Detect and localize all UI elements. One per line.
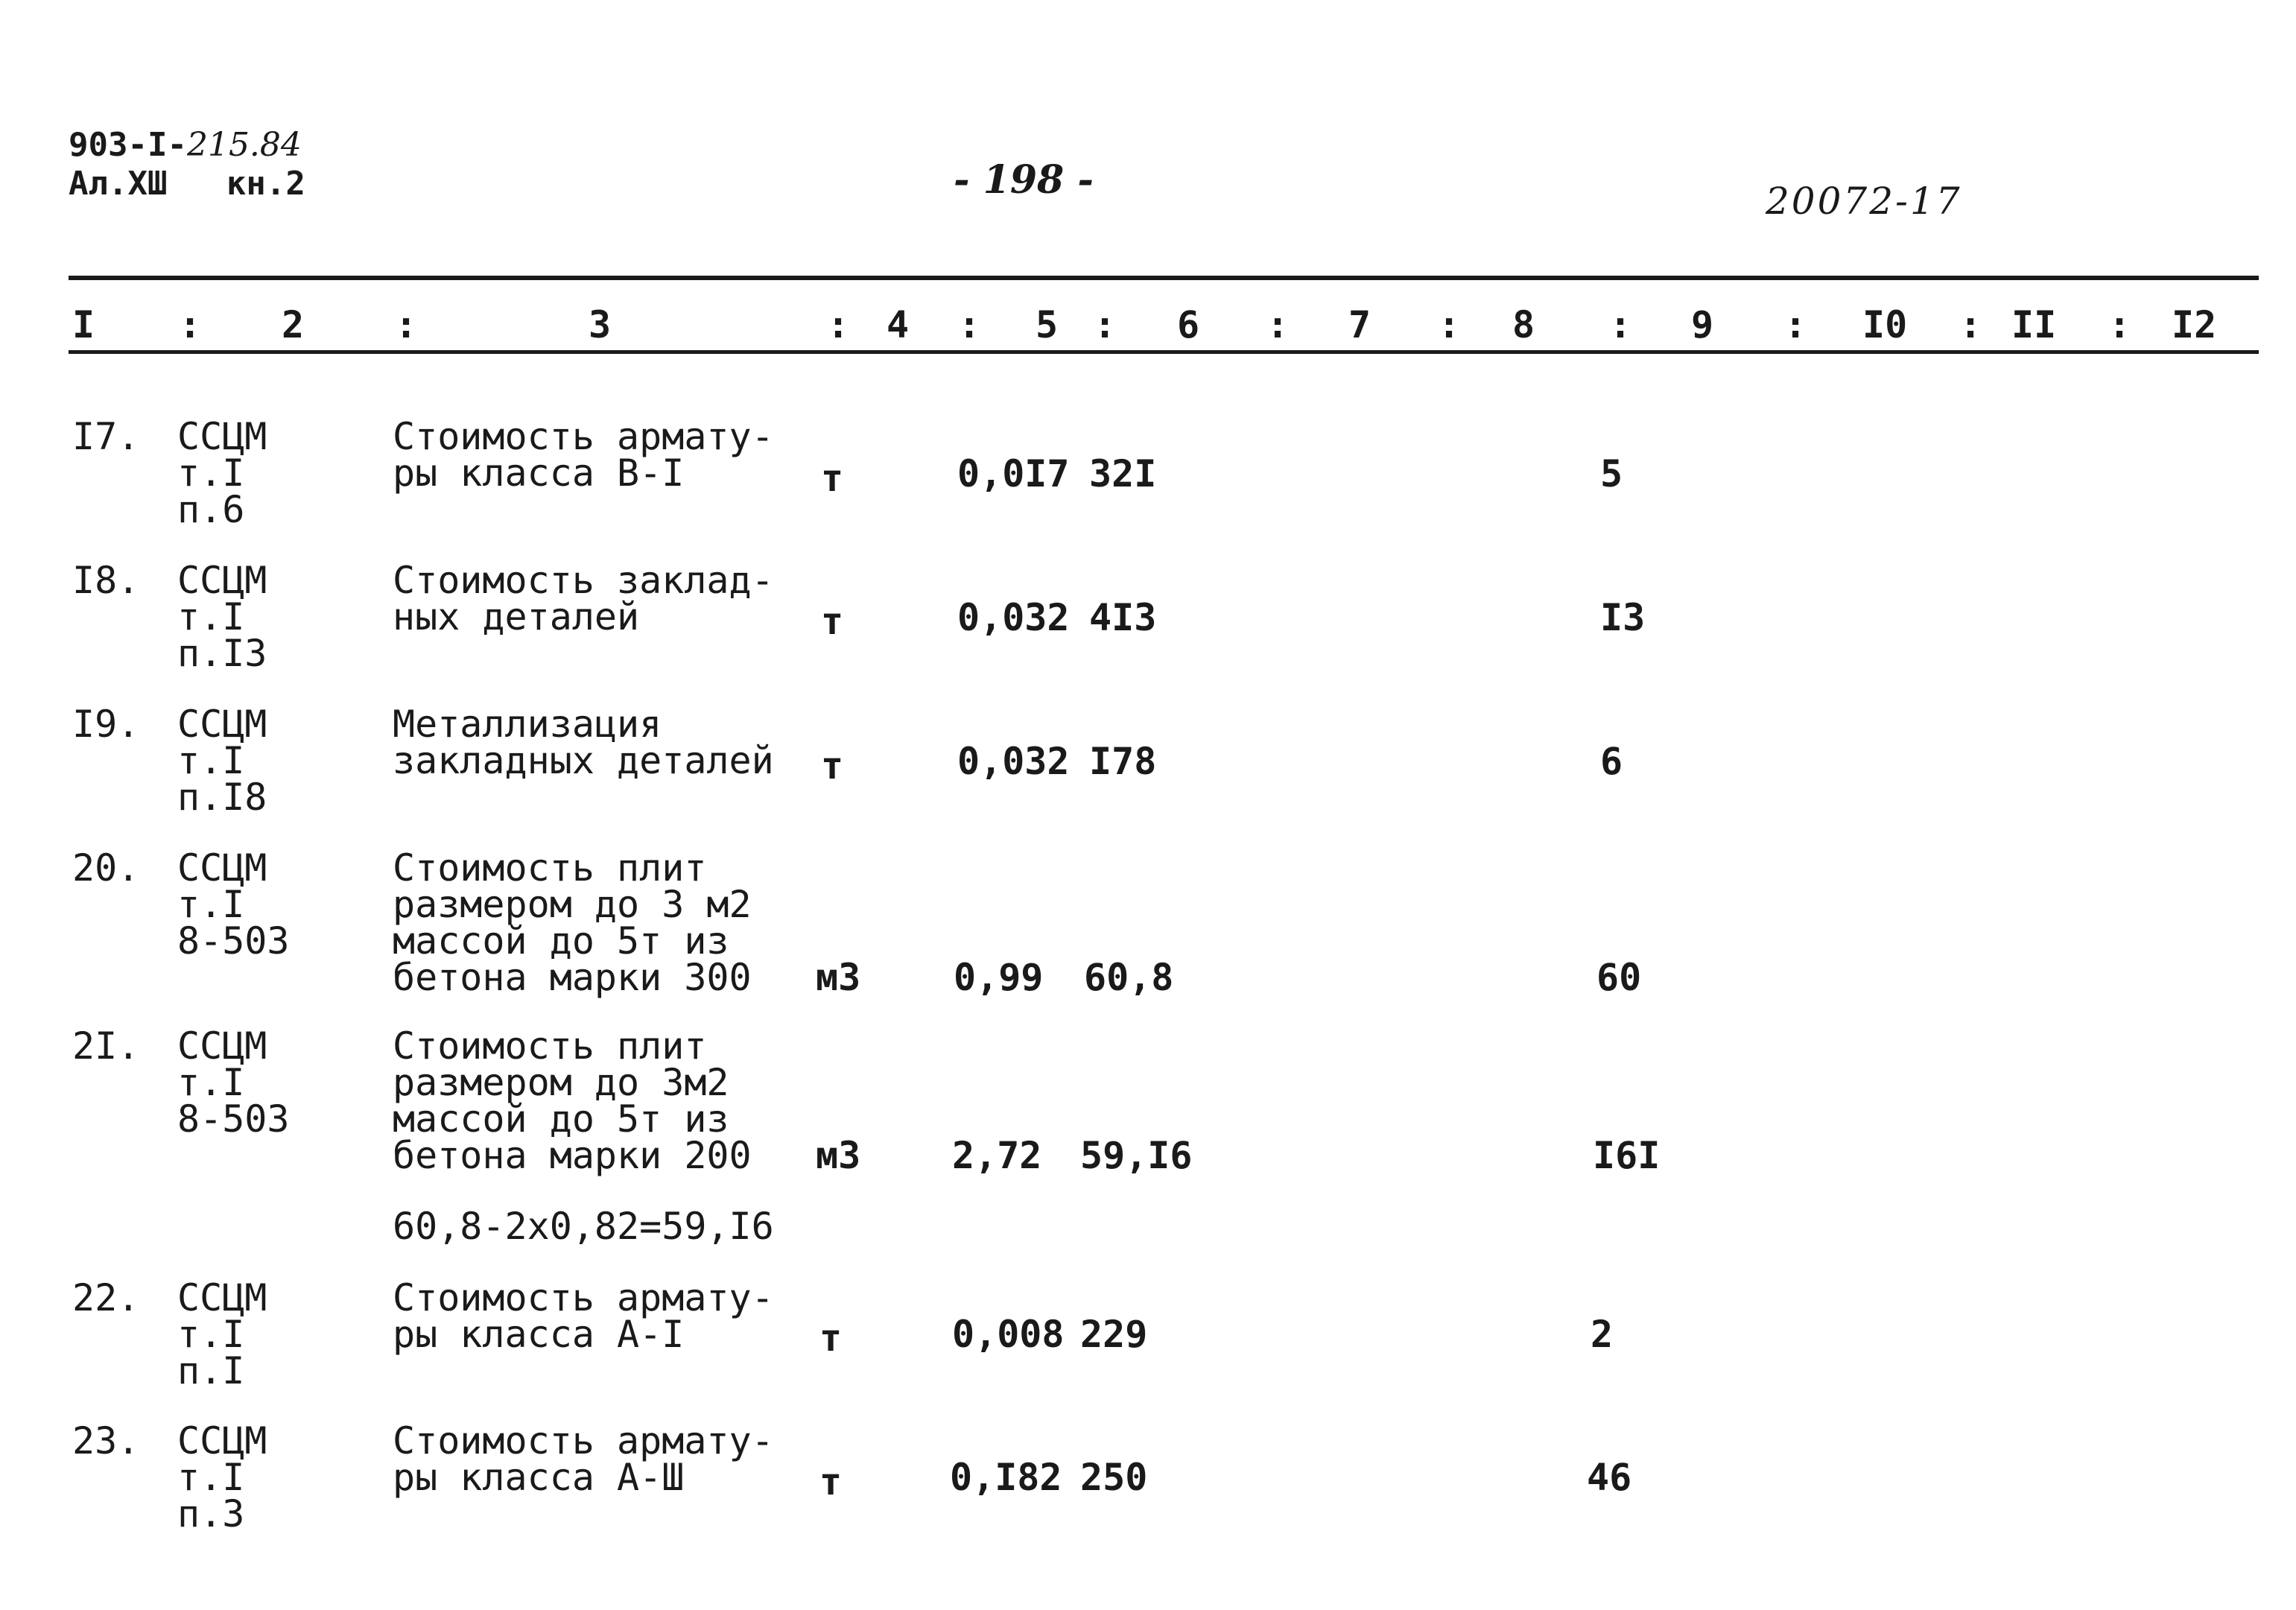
description-line: закладных деталей <box>393 739 774 782</box>
reference-item: 8-503 <box>177 919 290 963</box>
column-separator: : <box>827 303 850 346</box>
description-line: размером до 3 м2 <box>393 883 752 926</box>
table-top-rule <box>69 276 2259 280</box>
stamp-number: 20072-17 <box>1766 180 1962 223</box>
description-line: Стоимость плит <box>393 1024 707 1068</box>
reference-item: п.6 <box>177 488 245 531</box>
price-cell: 229 <box>1080 1313 1148 1356</box>
description-line: Стоимость заклад- <box>393 559 774 602</box>
total-cell: 2 <box>1591 1313 1614 1356</box>
unit-cell: т <box>821 600 844 643</box>
reference-item: 8-503 <box>177 1097 290 1141</box>
document-code-printed: 903-I- <box>69 126 187 164</box>
description-line: размером до 3м2 <box>393 1061 729 1104</box>
row-number: I8. <box>72 559 140 602</box>
row-number: I9. <box>72 703 140 746</box>
column-separator: : <box>179 303 202 346</box>
description-line: Металлизация <box>393 703 662 746</box>
column-separator: : <box>1784 303 1807 346</box>
description-line: Стоимость плит <box>393 846 707 890</box>
album-line: Ал.XШ кн.2 <box>69 165 305 203</box>
reference-table: т.I <box>177 1061 245 1104</box>
description-line: массой до 5т из <box>393 1097 729 1141</box>
column-number: 2 <box>282 303 305 346</box>
column-separator: : <box>1438 303 1461 346</box>
document-code-handwritten: 215.84 <box>186 126 302 164</box>
column-number: 7 <box>1348 303 1371 346</box>
column-number: 3 <box>589 303 612 346</box>
quantity-cell: 2,72 <box>952 1134 1042 1177</box>
total-cell: 6 <box>1600 740 1623 783</box>
quantity-cell: 0,0I7 <box>957 452 1070 495</box>
total-cell: 5 <box>1600 452 1623 495</box>
price-cell: 60,8 <box>1084 956 1174 999</box>
quantity-cell: 0,99 <box>954 956 1044 999</box>
reference-code: ССЦМ <box>177 559 267 602</box>
column-number: 9 <box>1691 303 1714 346</box>
total-cell: I6I <box>1593 1134 1661 1177</box>
description-line: Стоимость армату- <box>393 415 774 458</box>
quantity-cell: 0,032 <box>957 596 1070 639</box>
quantity-cell: 0,032 <box>957 740 1070 783</box>
price-cell: 250 <box>1080 1456 1148 1499</box>
price-cell: 32I <box>1089 452 1157 495</box>
price-cell: I78 <box>1089 740 1157 783</box>
reference-code: ССЦМ <box>177 703 267 746</box>
total-cell: 46 <box>1587 1456 1632 1499</box>
reference-table: т.I <box>177 1456 245 1499</box>
quantity-cell: 0,I82 <box>950 1456 1062 1499</box>
column-separator: : <box>1094 303 1117 346</box>
reference-code: ССЦМ <box>177 415 267 458</box>
description-line: ры класса А-Ш <box>393 1456 685 1499</box>
quantity-cell: 0,008 <box>952 1313 1065 1356</box>
reference-item: п.3 <box>177 1492 245 1535</box>
reference-item: п.I <box>177 1349 245 1392</box>
column-number: 8 <box>1512 303 1535 346</box>
column-separator: : <box>1266 303 1290 346</box>
unit-cell: т <box>819 1316 843 1360</box>
column-number: I2 <box>2172 303 2217 346</box>
description-line: массой до 5т из <box>393 919 729 963</box>
page-number: - 198 - <box>954 157 1094 203</box>
reference-table: т.I <box>177 451 245 495</box>
calculation-note: 60,8-2х0,82=59,I6 <box>393 1205 774 1248</box>
row-number: 23. <box>72 1419 140 1462</box>
column-number: 4 <box>887 303 910 346</box>
description-line: Стоимость армату- <box>393 1276 774 1319</box>
column-number: II <box>2011 303 2057 346</box>
column-number: I <box>72 303 95 346</box>
reference-table: т.I <box>177 739 245 782</box>
column-number: I0 <box>1862 303 1908 346</box>
reference-table: т.I <box>177 1313 245 1356</box>
description-line: ры класса А-I <box>393 1313 685 1356</box>
unit-cell: т <box>819 1460 843 1503</box>
reference-code: ССЦМ <box>177 1419 267 1462</box>
description-line: Стоимость армату- <box>393 1419 774 1462</box>
row-number: 2I. <box>72 1024 140 1068</box>
reference-table: т.I <box>177 883 245 926</box>
row-number: I7. <box>72 415 140 458</box>
row-number: 20. <box>72 846 140 890</box>
reference-item: п.I8 <box>177 776 267 819</box>
unit-cell: м3 <box>816 956 861 999</box>
unit-cell: т <box>821 457 844 500</box>
column-separator: : <box>958 303 981 346</box>
column-separator: : <box>2108 303 2131 346</box>
description-line: ных деталей <box>393 595 640 638</box>
table-header-rule <box>69 350 2259 354</box>
reference-code: ССЦМ <box>177 1276 267 1319</box>
total-cell: I3 <box>1600 596 1646 639</box>
price-cell: 4I3 <box>1089 596 1157 639</box>
description-line: бетона марки 200 <box>393 1134 752 1177</box>
document-code <box>69 127 302 164</box>
total-cell: 60 <box>1596 956 1642 999</box>
column-separator: : <box>1609 303 1632 346</box>
row-number: 22. <box>72 1276 140 1319</box>
unit-cell: т <box>821 744 844 787</box>
description-line: ры класса В-I <box>393 451 685 495</box>
column-number: 6 <box>1177 303 1200 346</box>
description-line: бетона марки 300 <box>393 956 752 999</box>
reference-item: п.I3 <box>177 632 267 675</box>
column-separator: : <box>395 303 418 346</box>
column-number: 5 <box>1036 303 1059 346</box>
column-separator: : <box>1959 303 1982 346</box>
reference-table: т.I <box>177 595 245 638</box>
reference-code: ССЦМ <box>177 846 267 890</box>
unit-cell: м3 <box>816 1134 861 1177</box>
reference-code: ССЦМ <box>177 1024 267 1068</box>
price-cell: 59,I6 <box>1080 1134 1193 1177</box>
